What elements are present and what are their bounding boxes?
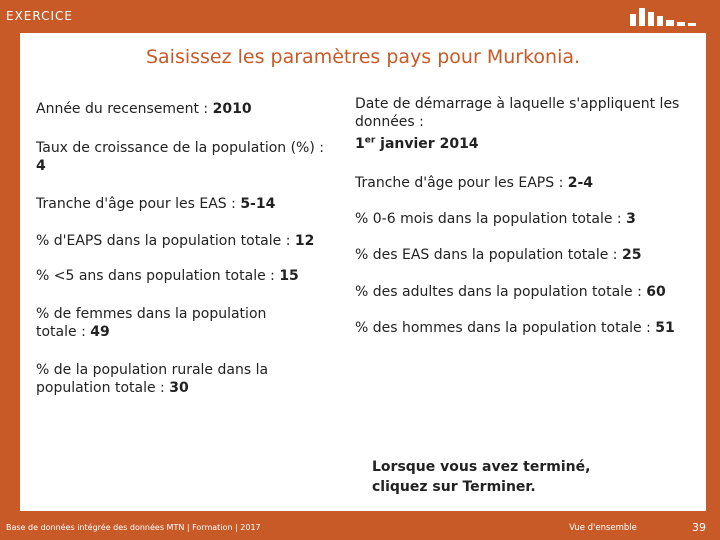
logo-icon xyxy=(630,6,700,26)
param-label: Taux de croissance de la population (%) : xyxy=(36,140,324,156)
param-label: % des adultes dans la population totale : xyxy=(355,284,647,300)
param-label: Année du recensement : xyxy=(36,101,213,117)
page-title: Saisissez les paramètres pays pour Murkonia. xyxy=(145,46,581,68)
param-label: % <5 ans dans population totale : xyxy=(36,268,280,284)
param-under5-percent xyxy=(36,267,346,285)
param-label: % des EAS dans la population totale : xyxy=(355,247,622,263)
param-value: 15 xyxy=(279,268,299,284)
param-label: Date de démarrage à laquelle s'appliquent les données : xyxy=(355,96,680,130)
param-0-6-months-percent xyxy=(355,210,705,228)
param-eaps-percent xyxy=(36,232,346,250)
param-eas-age-range xyxy=(36,195,336,213)
param-value: 2-4 xyxy=(567,175,594,191)
param-census-year xyxy=(36,100,326,118)
param-value: 30 xyxy=(169,380,189,396)
content-panel xyxy=(20,33,706,511)
param-value: 5-14 xyxy=(240,196,276,212)
param-start-date xyxy=(355,95,705,153)
instruction-text: Lorsque vous avez terminé, cliquez sur Terminer. xyxy=(372,459,591,495)
param-men-percent xyxy=(355,319,705,337)
param-rural-percent xyxy=(36,361,296,397)
param-value: 3 xyxy=(626,211,636,227)
page-number: 39 xyxy=(692,521,706,534)
header-label: EXERCICE xyxy=(6,9,74,23)
param-label: % de la population rurale dans la population totale : xyxy=(36,362,269,396)
param-value: 12 xyxy=(294,233,315,249)
param-value: 2010 xyxy=(212,101,252,117)
param-label: % d'EAPS dans la population totale : xyxy=(36,233,295,249)
overview-button[interactable]: Vue d'ensemble xyxy=(569,523,637,533)
param-label: % de femmes dans la population totale : xyxy=(36,306,267,340)
param-value: 49 xyxy=(90,324,110,340)
param-value: 51 xyxy=(655,320,675,336)
param-adults-percent xyxy=(355,283,705,301)
param-eas-percent xyxy=(355,246,705,264)
param-label: Tranche d'âge pour les EAS : xyxy=(36,196,241,212)
param-value: 1er janvier 2014 xyxy=(355,135,479,152)
param-women-percent xyxy=(36,305,296,341)
param-label: % 0-6 mois dans la population totale : xyxy=(355,211,627,227)
param-label: % des hommes dans la population totale : xyxy=(355,320,656,336)
param-label: Tranche d'âge pour les EAPS : xyxy=(355,175,568,191)
param-value: 4 xyxy=(36,158,46,174)
param-growth-rate xyxy=(36,139,326,175)
param-value: 25 xyxy=(621,247,642,263)
param-value: 60 xyxy=(646,284,666,300)
param-eaps-age-range xyxy=(355,174,705,192)
footer-text: Base de données intégrée des données MTN | Formation | 2017 xyxy=(6,523,261,532)
